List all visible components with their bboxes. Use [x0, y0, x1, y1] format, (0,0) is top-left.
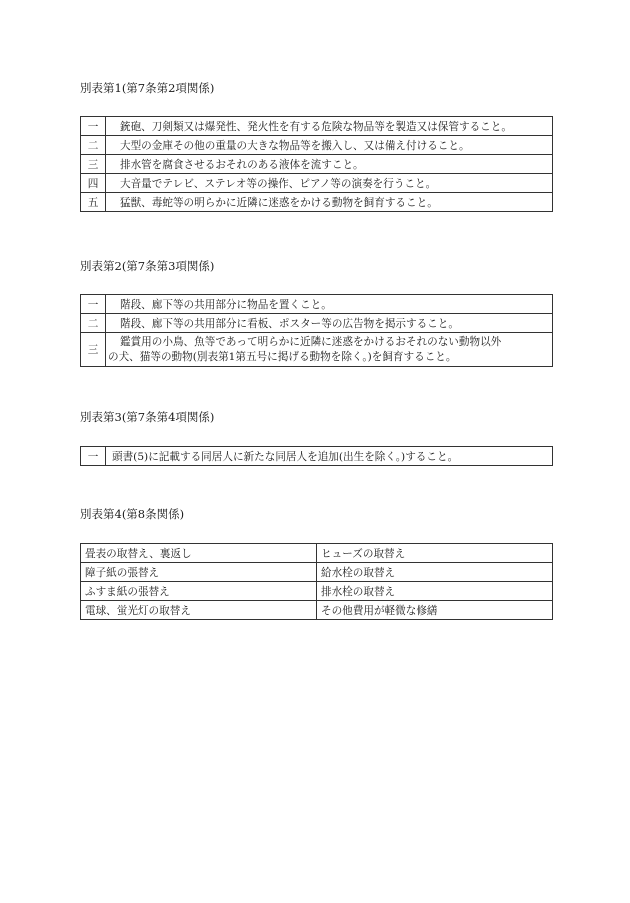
row-number: 四 — [81, 174, 106, 193]
section1-table — [80, 116, 553, 212]
row-text-line-1: 鑑賞用の小鳥、魚等であって明らかに近隣に迷惑をかけるおそれのない動物以外 — [120, 335, 502, 348]
row-text — [106, 333, 553, 367]
row-text: 猛獣、毒蛇等の明らかに近隣に迷惑をかける動物を飼育すること。 — [106, 193, 553, 212]
row-text: 大音量でテレビ、ステレオ等の操作、ピアノ等の演奏を行うこと。 — [106, 174, 553, 193]
table-row — [81, 333, 553, 367]
row-number: 二 — [81, 314, 106, 333]
table-row — [81, 117, 553, 136]
left-cell: 畳表の取替え、裏返し — [81, 544, 317, 563]
table-row — [81, 174, 553, 193]
row-number: 三 — [81, 155, 106, 174]
row-text: 階段、廊下等の共用部分に看板、ポスター等の広告物を掲示すること。 — [106, 314, 553, 333]
table-row — [81, 601, 553, 620]
row-text-line-2: の犬、猫等の動物(別表第1第五号に掲げる動物を除く。)を飼育すること。 — [108, 350, 457, 363]
row-number: 三 — [81, 333, 106, 367]
table-row — [81, 155, 553, 174]
row-text: 銃砲、刀剣類又は爆発性、発火性を有する危険な物品等を製造又は保管すること。 — [106, 117, 553, 136]
right-cell: ヒューズの取替え — [317, 544, 553, 563]
table-row — [81, 295, 553, 314]
section3-heading: 別表第3(第7条第4項関係) — [80, 410, 215, 424]
right-cell: 排水栓の取替え — [317, 582, 553, 601]
row-text: 排水管を腐食させるおそれのある液体を流すこと。 — [106, 155, 553, 174]
row-number: 五 — [81, 193, 106, 212]
table-row — [81, 447, 553, 466]
left-cell: 障子紙の張替え — [81, 563, 317, 582]
section4-heading: 別表第4(第8条関係) — [80, 507, 185, 521]
table-row — [81, 314, 553, 333]
section3-table — [80, 446, 553, 466]
table-row — [81, 582, 553, 601]
table-row — [81, 136, 553, 155]
table-row — [81, 563, 553, 582]
row-number: 一 — [81, 447, 106, 466]
row-number: 一 — [81, 295, 106, 314]
section2-heading: 別表第2(第7条第3項関係) — [80, 259, 215, 273]
section2-table — [80, 294, 553, 367]
row-number: 一 — [81, 117, 106, 136]
row-number: 二 — [81, 136, 106, 155]
left-cell: ふすま紙の張替え — [81, 582, 317, 601]
row-text: 頭書(5)に記載する同居人に新たな同居人を追加(出生を除く。)すること。 — [106, 447, 553, 466]
table-row — [81, 544, 553, 563]
left-cell: 電球、蛍光灯の取替え — [81, 601, 317, 620]
section1-heading: 別表第1(第7条第2項関係) — [80, 81, 215, 95]
right-cell: その他費用が軽微な修繕 — [317, 601, 553, 620]
right-cell: 給水栓の取替え — [317, 563, 553, 582]
row-text: 階段、廊下等の共用部分に物品を置くこと。 — [106, 295, 553, 314]
section4-table — [80, 543, 553, 620]
row-text: 大型の金庫その他の重量の大きな物品等を搬入し、又は備え付けること。 — [106, 136, 553, 155]
table-row — [81, 193, 553, 212]
